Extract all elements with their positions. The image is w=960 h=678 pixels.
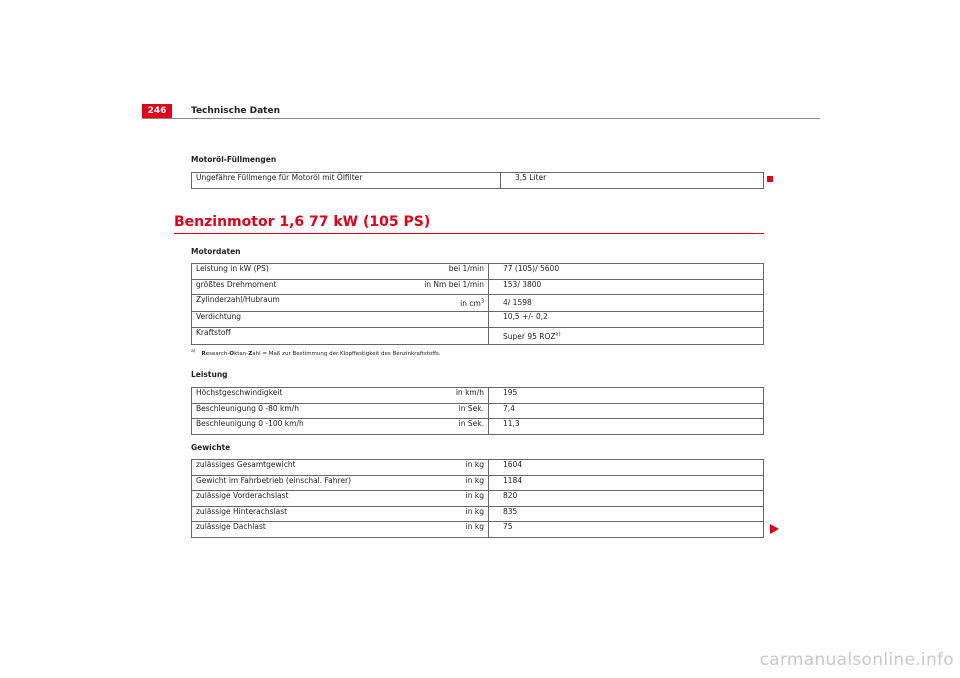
table-row — [192, 522, 764, 538]
row-label: Beschleunigung 0 -80 km/h — [192, 403, 401, 419]
row-value: 835 — [489, 506, 764, 522]
table-row — [192, 312, 764, 328]
footnote-ref: a) — [555, 331, 561, 338]
oil-table — [191, 172, 764, 189]
row-value: 1604 — [489, 460, 764, 476]
table-row — [192, 491, 764, 507]
table-row — [192, 295, 764, 312]
row-unit: in kg — [400, 506, 489, 522]
row-unit: in Sek. — [400, 419, 489, 435]
engine-heading: Benzinmotor 1,6 77 kW (105 PS) — [174, 214, 431, 230]
row-value: 11,3 — [489, 419, 764, 435]
row-unit: in kg — [400, 475, 489, 491]
row-label: größtes Drehmoment — [192, 279, 401, 295]
row-label: Gewicht im Fahrbetrieb (einschal. Fahrer) — [192, 475, 401, 491]
row-value: 1184 — [489, 475, 764, 491]
row-unit — [400, 312, 489, 328]
row-label: Kraftstoff — [192, 327, 401, 344]
continue-arrow-icon — [770, 524, 779, 534]
row-value: 820 — [489, 491, 764, 507]
table-row — [192, 419, 764, 435]
unit-superscript: 3 — [480, 298, 484, 304]
row-label: Höchstgeschwindigkeit — [192, 388, 401, 404]
row-label: zulässige Hinterachslast — [192, 506, 401, 522]
header-divider — [142, 118, 820, 119]
row-unit: in Nm bei 1/min — [400, 279, 489, 295]
motordaten-table — [191, 263, 764, 345]
row-label: Beschleunigung 0 -100 km/h — [192, 419, 401, 435]
row-value: 195 — [489, 388, 764, 404]
table-row — [192, 388, 764, 404]
row-value: 3,5 Liter — [501, 173, 764, 189]
row-unit: bei 1/min — [400, 264, 489, 280]
table-row — [192, 264, 764, 280]
watermark: carmanualsonline.info — [759, 650, 954, 670]
row-label: Zylinderzahl/Hubraum — [192, 295, 401, 312]
row-label: zulässiges Gesamtgewicht — [192, 460, 401, 476]
row-value: 77 (105)/ 5600 — [489, 264, 764, 280]
table-row — [192, 460, 764, 476]
row-value — [489, 327, 764, 344]
section-end-marker-icon — [767, 176, 773, 182]
table-row — [192, 279, 764, 295]
row-label: Leistung in kW (PS) — [192, 264, 401, 280]
row-unit — [400, 327, 489, 344]
gewichte-table — [191, 459, 764, 538]
row-label: Ungefähre Füllmenge für Motoröl mit Ölfilter — [192, 173, 501, 189]
motordaten-heading: Motordaten — [191, 247, 241, 256]
row-value: 153/ 3800 — [489, 279, 764, 295]
leistung-table — [191, 387, 764, 435]
row-unit — [400, 295, 489, 312]
table-row — [192, 327, 764, 344]
footnote-marker: a) — [191, 349, 196, 354]
table-row — [192, 506, 764, 522]
fuel-value: Super 95 ROZ — [503, 332, 556, 341]
heading-divider — [174, 233, 764, 234]
row-unit: in kg — [400, 522, 489, 538]
row-unit: in km/h — [400, 388, 489, 404]
gewichte-heading: Gewichte — [191, 443, 231, 452]
row-value: 7,4 — [489, 403, 764, 419]
page-title: Technische Daten — [191, 106, 280, 116]
row-value: 10,5 +/- 0,2 — [489, 312, 764, 328]
oil-section-heading: Motoröl-Füllmengen — [191, 155, 277, 164]
row-unit: in kg — [400, 491, 489, 507]
table-row — [192, 475, 764, 491]
row-label: Verdichtung — [192, 312, 401, 328]
row-unit: in kg — [400, 460, 489, 476]
row-value: 75 — [489, 522, 764, 538]
leistung-heading: Leistung — [191, 370, 228, 379]
table-row — [192, 403, 764, 419]
row-value: 4/ 1598 — [489, 295, 764, 312]
row-unit: in Sek. — [400, 403, 489, 419]
footnote: $^{a)}$ Research-Oktan-Zahl = Maß zur Bestimmung der Klopffestigkeit des Benzinkraftstoffs. — [191, 349, 441, 357]
unit-text: in cm — [460, 298, 481, 308]
page-number-badge: 246 — [142, 104, 172, 118]
row-label: zulässige Vorderachslast — [192, 491, 401, 507]
table-row — [192, 173, 764, 189]
row-label: zulässige Dachlast — [192, 522, 401, 538]
